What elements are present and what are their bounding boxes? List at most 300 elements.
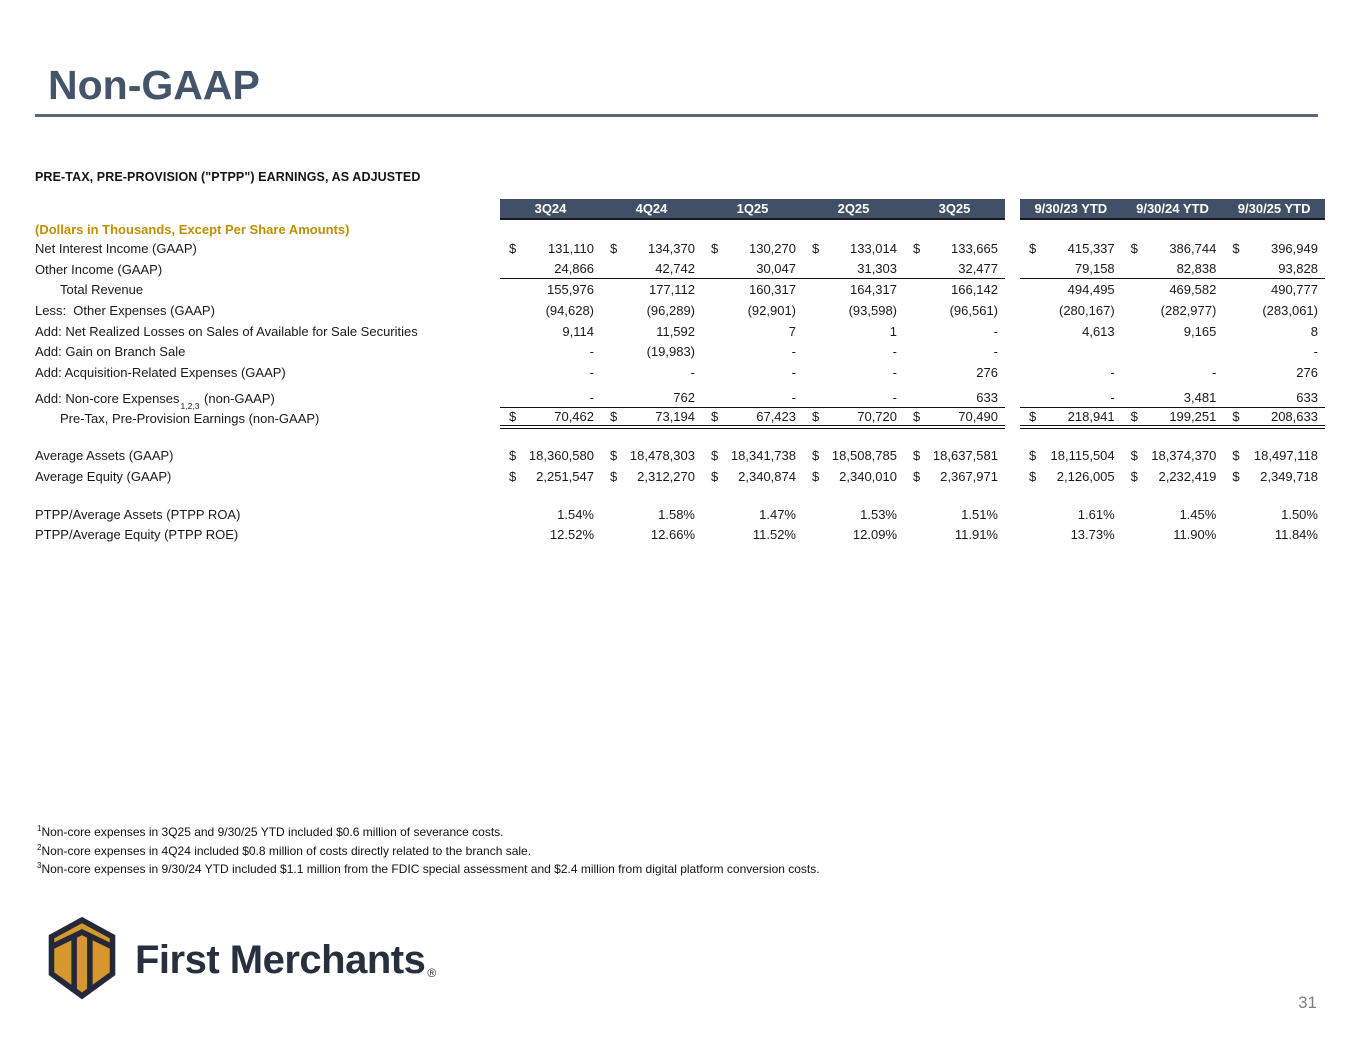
row-label-ptpp-earnings bbox=[35, 408, 500, 429]
cell-value: 134,370 bbox=[647, 240, 695, 256]
value-cell-average-equity-q-2 bbox=[702, 466, 803, 487]
value-cell-ptpp-earnings-q-0 bbox=[500, 408, 601, 425]
value-cell-net-realized-losses-q-3 bbox=[803, 321, 904, 342]
value-cell-net-interest-income-ytd-2 bbox=[1223, 238, 1325, 259]
footnote-2 bbox=[37, 842, 820, 859]
cell-value: 70,720 bbox=[857, 408, 897, 424]
ytd-values-other-expenses bbox=[1020, 300, 1325, 321]
cell-value: - bbox=[791, 344, 796, 360]
cell-value: 1 bbox=[889, 323, 897, 339]
dollar-sign: $ bbox=[1130, 469, 1138, 485]
value-cell-ptpp-roa-q-4 bbox=[904, 504, 1005, 525]
row-label-net-realized-losses bbox=[35, 321, 500, 342]
value-cell-other-income-ytd-1 bbox=[1122, 259, 1224, 279]
cell-value: 18,341,738 bbox=[730, 448, 796, 464]
cell-value: 11.90% bbox=[1173, 527, 1217, 543]
value-cell-ptpp-earnings-q-2 bbox=[702, 408, 803, 425]
cell-value: 32,477 bbox=[958, 261, 998, 277]
value-cell-ptpp-roe-q-0 bbox=[500, 525, 601, 546]
cell-value: 3,481 bbox=[1183, 389, 1217, 405]
value-cell-acquisition-expenses-q-3 bbox=[803, 362, 904, 383]
quarter-values-non-core-expenses bbox=[500, 383, 1005, 408]
cell-value: (93,598) bbox=[848, 302, 897, 318]
value-cell-ptpp-earnings-ytd-1 bbox=[1122, 408, 1224, 425]
row-label-text: Less: Other Expenses (GAAP) bbox=[35, 302, 215, 318]
quarter-values-acquisition-expenses bbox=[500, 362, 1005, 383]
cell-value: 12.66% bbox=[650, 527, 695, 543]
value-cell-ptpp-earnings-ytd-2 bbox=[1223, 408, 1325, 425]
value-cell-gain-branch-sale-ytd-0 bbox=[1020, 341, 1122, 362]
cell-value: 490,777 bbox=[1270, 282, 1318, 298]
dollar-sign: $ bbox=[509, 408, 517, 424]
block-gap bbox=[1005, 383, 1020, 408]
cell-value: 2,340,874 bbox=[738, 469, 796, 485]
value-cell-ptpp-roe-q-3 bbox=[803, 525, 904, 546]
value-cell-acquisition-expenses-q-4 bbox=[904, 362, 1005, 383]
cell-value: (282,977) bbox=[1160, 302, 1217, 318]
value-cell-other-income-q-0 bbox=[500, 259, 601, 279]
value-cell-average-assets-q-4 bbox=[904, 446, 1005, 467]
value-cell-average-assets-q-0 bbox=[500, 446, 601, 467]
row-label-text: Add: Net Realized Losses on Sales of Available for Sale Securities bbox=[35, 323, 418, 339]
cell-value: - bbox=[1110, 389, 1115, 405]
cell-value: 18,360,580 bbox=[528, 448, 594, 464]
dollar-sign: $ bbox=[1232, 469, 1240, 485]
dollar-sign: $ bbox=[1029, 469, 1037, 485]
row-label-text: Average Assets (GAAP) bbox=[35, 448, 174, 464]
first-merchants-logo-icon bbox=[45, 916, 119, 1000]
quarter-values-net-interest-income bbox=[500, 238, 1005, 259]
cell-value: 18,374,370 bbox=[1151, 448, 1217, 464]
value-cell-acquisition-expenses-ytd-1 bbox=[1122, 362, 1224, 383]
value-cell-other-income-q-2 bbox=[702, 259, 803, 279]
row-label-text: Add: Acquisition-Related Expenses (GAAP) bbox=[35, 364, 286, 380]
value-cell-ptpp-earnings-q-3 bbox=[803, 408, 904, 425]
column-header-2q25: 2Q25 bbox=[837, 201, 870, 216]
block-gap bbox=[1005, 341, 1020, 362]
block-gap bbox=[1005, 466, 1020, 487]
value-cell-average-equity-q-0 bbox=[500, 466, 601, 487]
value-cell-non-core-expenses-ytd-1 bbox=[1122, 383, 1224, 407]
cell-value: 9,165 bbox=[1183, 323, 1217, 339]
value-cell-other-expenses-ytd-0 bbox=[1020, 300, 1122, 321]
cell-value: (96,561) bbox=[949, 302, 998, 318]
dollar-sign: $ bbox=[812, 408, 820, 424]
cell-value: 11.52% bbox=[752, 527, 796, 543]
first-merchants-logo bbox=[45, 916, 434, 1000]
value-cell-net-interest-income-ytd-0 bbox=[1020, 238, 1122, 259]
cell-value: 276 bbox=[976, 364, 998, 380]
cell-value: (96,289) bbox=[646, 302, 695, 318]
value-cell-average-assets-ytd-0 bbox=[1020, 446, 1122, 467]
cell-value: 67,423 bbox=[756, 408, 796, 424]
cell-value: 762 bbox=[673, 389, 695, 405]
registered-trademark: ® bbox=[427, 965, 436, 980]
row-label-other-income bbox=[35, 259, 500, 280]
dollar-sign: $ bbox=[913, 408, 921, 424]
value-cell-other-expenses-q-0 bbox=[500, 300, 601, 321]
table-row-gain-branch-sale bbox=[35, 341, 1325, 362]
cell-value: - bbox=[892, 364, 897, 380]
value-cell-other-income-q-1 bbox=[601, 259, 702, 279]
block-gap bbox=[1005, 300, 1020, 321]
dollar-sign: $ bbox=[812, 469, 820, 485]
value-cell-average-assets-q-1 bbox=[601, 446, 702, 467]
cell-value: 12.09% bbox=[852, 527, 897, 543]
cell-value: - bbox=[1313, 344, 1318, 360]
footnote-3-text: Non-core expenses in 9/30/24 YTD included $1.1 million from the FDIC special assessment and $2.4 million from digital platform conversion costs. bbox=[41, 862, 820, 876]
value-cell-acquisition-expenses-q-0 bbox=[500, 362, 601, 383]
value-cell-net-interest-income-q-1 bbox=[601, 238, 702, 259]
quarter-values-ptpp-earnings bbox=[500, 408, 1005, 429]
cell-value: 11.91% bbox=[954, 527, 998, 543]
cell-value: 1.54% bbox=[557, 506, 594, 522]
value-cell-gain-branch-sale-ytd-1 bbox=[1122, 341, 1224, 362]
row-label-text: Average Equity (GAAP) bbox=[35, 469, 172, 485]
row-label-other-expenses bbox=[35, 300, 500, 321]
dollar-sign: $ bbox=[509, 240, 517, 256]
block-gap bbox=[1005, 408, 1020, 429]
block-gap bbox=[1005, 525, 1020, 546]
value-cell-non-core-expenses-q-2 bbox=[702, 383, 803, 407]
row-label-non-core-expenses: Add: Non-core Expenses 1,2,3 (non-GAAP) bbox=[35, 390, 275, 411]
cell-value: 633 bbox=[1296, 389, 1318, 405]
value-cell-net-realized-losses-q-4 bbox=[904, 321, 1005, 342]
column-header-ytd-2: 9/30/25 YTD bbox=[1237, 201, 1311, 216]
block-gap bbox=[1005, 199, 1020, 220]
page-number: 31 bbox=[1298, 993, 1317, 1012]
cell-value: 31,303 bbox=[857, 261, 897, 277]
cell-value: 386,744 bbox=[1169, 240, 1217, 256]
cell-value: 1.45% bbox=[1179, 506, 1217, 522]
cell-value: 79,158 bbox=[1074, 261, 1115, 277]
cell-value: (283,061) bbox=[1262, 302, 1318, 318]
cell-value: 1.50% bbox=[1281, 506, 1318, 522]
dollar-sign: $ bbox=[913, 448, 921, 464]
row-label-average-equity bbox=[35, 466, 500, 487]
table-header-row bbox=[35, 199, 1325, 220]
page-title: Non-GAAP bbox=[48, 62, 260, 108]
quarter-values-ptpp-roe bbox=[500, 525, 1005, 546]
table-row-ptpp-roa bbox=[35, 504, 1325, 525]
value-cell-net-realized-losses-ytd-1 bbox=[1122, 321, 1224, 342]
cell-value: - bbox=[993, 344, 998, 360]
cell-value: 70,462 bbox=[554, 408, 594, 424]
row-label-text: Add: Non-core Expenses bbox=[35, 390, 180, 406]
table-row-acquisition-expenses bbox=[35, 362, 1325, 383]
value-cell-net-interest-income-q-3 bbox=[803, 238, 904, 259]
value-cell-total-revenue-q-0 bbox=[500, 279, 601, 300]
cell-value: - bbox=[1211, 364, 1217, 380]
value-cell-ptpp-roe-q-1 bbox=[601, 525, 702, 546]
cell-value: (94,628) bbox=[545, 302, 594, 318]
cell-value: 18,637,581 bbox=[932, 448, 998, 464]
cell-value: 18,115,504 bbox=[1050, 448, 1115, 464]
row-label-ptpp-roa bbox=[35, 504, 500, 525]
dollar-sign: $ bbox=[711, 448, 719, 464]
value-cell-acquisition-expenses-q-2 bbox=[702, 362, 803, 383]
table-row-ptpp-earnings bbox=[35, 408, 1325, 429]
value-cell-ptpp-earnings-ytd-0 bbox=[1020, 408, 1122, 425]
value-cell-ptpp-roe-ytd-1 bbox=[1122, 525, 1224, 546]
cell-value: 73,194 bbox=[655, 408, 695, 424]
value-cell-ptpp-roa-q-2 bbox=[702, 504, 803, 525]
value-cell-ptpp-roa-q-1 bbox=[601, 504, 702, 525]
cell-value: 11,592 bbox=[656, 323, 695, 339]
value-cell-non-core-expenses-q-1 bbox=[601, 383, 702, 407]
column-header-3q25: 3Q25 bbox=[938, 201, 971, 216]
footnote-1-marker: 1 bbox=[37, 824, 42, 833]
row-label-text: Other Income (GAAP) bbox=[35, 261, 163, 277]
cell-value: - bbox=[791, 364, 796, 380]
units-note: (Dollars in Thousands, Except Per Share Amounts) bbox=[35, 222, 350, 237]
table-row-other-expenses bbox=[35, 300, 1325, 321]
block-gap bbox=[1005, 238, 1020, 259]
cell-value: - bbox=[892, 344, 897, 360]
dollar-sign: $ bbox=[711, 240, 719, 256]
value-cell-net-realized-losses-ytd-0 bbox=[1020, 321, 1122, 342]
dollar-sign: $ bbox=[1029, 240, 1037, 256]
table-row-net-realized-losses bbox=[35, 321, 1325, 342]
footnotes bbox=[37, 826, 820, 882]
value-cell-total-revenue-ytd-1 bbox=[1122, 279, 1224, 300]
block-gap bbox=[1005, 362, 1020, 383]
value-cell-net-realized-losses-ytd-2 bbox=[1223, 321, 1325, 342]
dollar-sign: $ bbox=[913, 240, 921, 256]
value-cell-average-assets-q-3 bbox=[803, 446, 904, 467]
table-header-label-spacer bbox=[35, 199, 500, 220]
cell-value: 160,317 bbox=[749, 282, 796, 298]
cell-value: - bbox=[589, 389, 594, 405]
column-header-1q25: 1Q25 bbox=[736, 201, 769, 216]
value-cell-non-core-expenses-q-3 bbox=[803, 383, 904, 407]
cell-value: 276 bbox=[1296, 364, 1318, 380]
cell-value: 1.61% bbox=[1077, 506, 1115, 522]
cell-value: 131,110 bbox=[547, 240, 594, 256]
block-gap bbox=[1005, 504, 1020, 525]
value-cell-average-equity-ytd-1 bbox=[1122, 466, 1224, 487]
value-cell-non-core-expenses-ytd-2 bbox=[1223, 383, 1325, 407]
table-row-average-equity bbox=[35, 466, 1325, 487]
row-label-average-assets bbox=[35, 446, 500, 467]
value-cell-average-assets-ytd-1 bbox=[1122, 446, 1224, 467]
value-cell-ptpp-roe-ytd-2 bbox=[1223, 525, 1325, 546]
ytd-values-acquisition-expenses bbox=[1020, 362, 1325, 383]
value-cell-gain-branch-sale-q-0 bbox=[500, 341, 601, 362]
value-cell-other-income-ytd-0 bbox=[1020, 259, 1122, 279]
cell-value: 1.58% bbox=[658, 506, 695, 522]
ptpp-table bbox=[35, 199, 1325, 545]
quarter-values-gain-branch-sale bbox=[500, 341, 1005, 362]
dollar-sign: $ bbox=[913, 469, 921, 485]
cell-value: 70,490 bbox=[958, 408, 998, 424]
value-cell-gain-branch-sale-ytd-2 bbox=[1223, 341, 1325, 362]
dollar-sign: $ bbox=[1029, 408, 1037, 424]
ytd-values-other-income bbox=[1020, 259, 1325, 280]
value-cell-average-assets-q-2 bbox=[702, 446, 803, 467]
value-cell-other-expenses-q-3 bbox=[803, 300, 904, 321]
value-cell-net-interest-income-q-4 bbox=[904, 238, 1005, 259]
cell-value: 2,367,971 bbox=[940, 469, 998, 485]
ytd-values-gain-branch-sale bbox=[1020, 341, 1325, 362]
value-cell-gain-branch-sale-q-3 bbox=[803, 341, 904, 362]
value-cell-ptpp-earnings-q-4 bbox=[904, 408, 1005, 425]
value-cell-average-equity-ytd-0 bbox=[1020, 466, 1122, 487]
cell-value: 208,633 bbox=[1270, 408, 1318, 424]
quarter-values-average-equity bbox=[500, 466, 1005, 487]
cell-value: 396,949 bbox=[1270, 240, 1318, 256]
cell-value: - bbox=[993, 323, 998, 339]
dollar-sign: $ bbox=[1232, 408, 1240, 424]
cell-value: 177,112 bbox=[648, 282, 695, 298]
value-cell-other-expenses-ytd-1 bbox=[1122, 300, 1224, 321]
cell-value: 2,340,010 bbox=[839, 469, 897, 485]
block-gap bbox=[1005, 321, 1020, 342]
cell-value: 199,251 bbox=[1169, 408, 1217, 424]
cell-value: 1.51% bbox=[961, 506, 998, 522]
cell-value: (280,167) bbox=[1059, 302, 1115, 318]
value-cell-average-equity-ytd-2 bbox=[1223, 466, 1325, 487]
value-cell-acquisition-expenses-ytd-0 bbox=[1020, 362, 1122, 383]
ytd-header-block bbox=[1020, 199, 1325, 220]
table-row-ptpp-roe bbox=[35, 525, 1325, 546]
row-label-text: Net Interest Income (GAAP) bbox=[35, 240, 197, 256]
cell-value: (92,901) bbox=[747, 302, 796, 318]
dollar-sign: $ bbox=[1130, 408, 1138, 424]
cell-value: 155,976 bbox=[547, 282, 594, 298]
cell-value: 18,478,303 bbox=[629, 448, 695, 464]
value-cell-total-revenue-ytd-2 bbox=[1223, 279, 1325, 300]
quarter-values-ptpp-roa bbox=[500, 504, 1005, 525]
row-label-text: Add: Gain on Branch Sale bbox=[35, 344, 186, 360]
block-gap bbox=[1005, 259, 1020, 280]
value-cell-ptpp-roe-ytd-0 bbox=[1020, 525, 1122, 546]
value-cell-other-income-ytd-2 bbox=[1223, 259, 1325, 279]
value-cell-acquisition-expenses-q-1 bbox=[601, 362, 702, 383]
value-cell-average-equity-q-1 bbox=[601, 466, 702, 487]
cell-value: 218,941 bbox=[1067, 408, 1115, 424]
table-row-net-interest-income bbox=[35, 238, 1325, 259]
column-header-ytd-0: 9/30/23 YTD bbox=[1034, 201, 1108, 216]
value-cell-non-core-expenses-q-0 bbox=[500, 383, 601, 407]
value-cell-gain-branch-sale-q-2 bbox=[702, 341, 803, 362]
block-gap bbox=[1005, 279, 1020, 300]
value-cell-total-revenue-q-3 bbox=[803, 279, 904, 300]
quarter-header-block bbox=[500, 199, 1005, 220]
row-label-net-interest-income bbox=[35, 238, 500, 259]
value-cell-total-revenue-ytd-0 bbox=[1020, 279, 1122, 300]
cell-value: 30,047 bbox=[756, 261, 796, 277]
dollar-sign: $ bbox=[1029, 448, 1037, 464]
ytd-values-net-realized-losses bbox=[1020, 321, 1325, 342]
cell-value: 93,828 bbox=[1278, 261, 1318, 277]
quarter-values-net-realized-losses bbox=[500, 321, 1005, 342]
cell-value: (19,983) bbox=[646, 344, 695, 360]
footnote-2-text: Non-core expenses in 4Q24 included $0.8 million of costs directly related to the branch sale. bbox=[41, 843, 532, 858]
ytd-values-ptpp-earnings bbox=[1020, 408, 1325, 429]
dollar-sign: $ bbox=[509, 448, 517, 464]
brand-name: First Merchants ® bbox=[135, 937, 436, 982]
cell-value: 164,317 bbox=[850, 282, 897, 298]
value-cell-other-expenses-ytd-2 bbox=[1223, 300, 1325, 321]
row-label-text: PTPP/Average Assets (PTPP ROA) bbox=[35, 506, 241, 522]
ytd-values-ptpp-roe bbox=[1020, 525, 1325, 546]
row-label-total-revenue bbox=[35, 279, 500, 300]
quarter-values-total-revenue bbox=[500, 279, 1005, 300]
cell-value: 8 bbox=[1310, 323, 1318, 339]
title-divider bbox=[35, 114, 1318, 117]
value-cell-average-assets-ytd-2 bbox=[1223, 446, 1325, 467]
value-cell-non-core-expenses-ytd-0 bbox=[1020, 383, 1122, 407]
value-cell-total-revenue-q-1 bbox=[601, 279, 702, 300]
cell-value: - bbox=[690, 364, 695, 380]
cell-value: 18,497,118 bbox=[1253, 448, 1318, 464]
value-cell-ptpp-roa-q-3 bbox=[803, 504, 904, 525]
cell-value: 166,142 bbox=[951, 282, 998, 298]
cell-value: 2,349,718 bbox=[1260, 469, 1318, 485]
row-label-ptpp-roe bbox=[35, 525, 500, 546]
value-cell-average-equity-q-4 bbox=[904, 466, 1005, 487]
value-cell-other-income-q-3 bbox=[803, 259, 904, 279]
value-cell-net-realized-losses-q-2 bbox=[702, 321, 803, 342]
cell-value: - bbox=[589, 364, 594, 380]
cell-value: 12.52% bbox=[549, 527, 594, 543]
column-header-3q24: 3Q24 bbox=[534, 201, 567, 216]
footnote-3-marker: 3 bbox=[37, 861, 42, 870]
value-cell-other-income-q-4 bbox=[904, 259, 1005, 279]
cell-value: 633 bbox=[976, 389, 998, 405]
value-cell-ptpp-roa-ytd-1 bbox=[1122, 504, 1224, 525]
row-label-text: Pre-Tax, Pre-Provision Earnings (non-GAAP) bbox=[60, 410, 320, 426]
cell-value: 13.73% bbox=[1070, 527, 1115, 543]
cell-value: 1.47% bbox=[759, 506, 796, 522]
table-row-average-assets bbox=[35, 446, 1325, 467]
column-header-ytd-1: 9/30/24 YTD bbox=[1136, 201, 1209, 216]
dollar-sign: $ bbox=[1232, 448, 1240, 464]
cell-value: 133,665 bbox=[950, 240, 998, 256]
ytd-values-total-revenue bbox=[1020, 279, 1325, 300]
row-label-suffix: (non-GAAP) bbox=[200, 390, 275, 406]
cell-value: 2,312,270 bbox=[637, 469, 695, 485]
cell-value: 11.84% bbox=[1274, 527, 1318, 543]
cell-value: 1.53% bbox=[860, 506, 897, 522]
ytd-values-non-core-expenses bbox=[1020, 383, 1325, 408]
value-cell-ptpp-roa-q-0 bbox=[500, 504, 601, 525]
value-cell-gain-branch-sale-q-4 bbox=[904, 341, 1005, 362]
value-cell-ptpp-roa-ytd-2 bbox=[1223, 504, 1325, 525]
dollar-sign: $ bbox=[812, 240, 820, 256]
dollar-sign: $ bbox=[610, 448, 618, 464]
cell-value: - bbox=[791, 389, 796, 405]
cell-value: 9,114 bbox=[562, 323, 594, 339]
footnote-3 bbox=[37, 863, 820, 877]
table-row-other-income bbox=[35, 259, 1325, 280]
cell-value: 18,508,785 bbox=[831, 448, 897, 464]
quarter-values-other-expenses bbox=[500, 300, 1005, 321]
ytd-values-ptpp-roa bbox=[1020, 504, 1325, 525]
cell-value: 133,014 bbox=[849, 240, 897, 256]
value-cell-net-interest-income-q-0 bbox=[500, 238, 601, 259]
row-label-text: Total Revenue bbox=[60, 282, 144, 298]
value-cell-total-revenue-q-4 bbox=[904, 279, 1005, 300]
block-gap bbox=[1005, 446, 1020, 467]
cell-value: - bbox=[589, 344, 594, 360]
cell-value: 42,742 bbox=[655, 261, 695, 277]
cell-value: 130,270 bbox=[748, 240, 796, 256]
footnote-1-text: Non-core expenses in 3Q25 and 9/30/25 YTD included $0.6 million of severance costs. bbox=[41, 825, 504, 839]
value-cell-other-expenses-q-4 bbox=[904, 300, 1005, 321]
row-label-text: PTPP/Average Equity (PTPP ROE) bbox=[35, 527, 239, 543]
